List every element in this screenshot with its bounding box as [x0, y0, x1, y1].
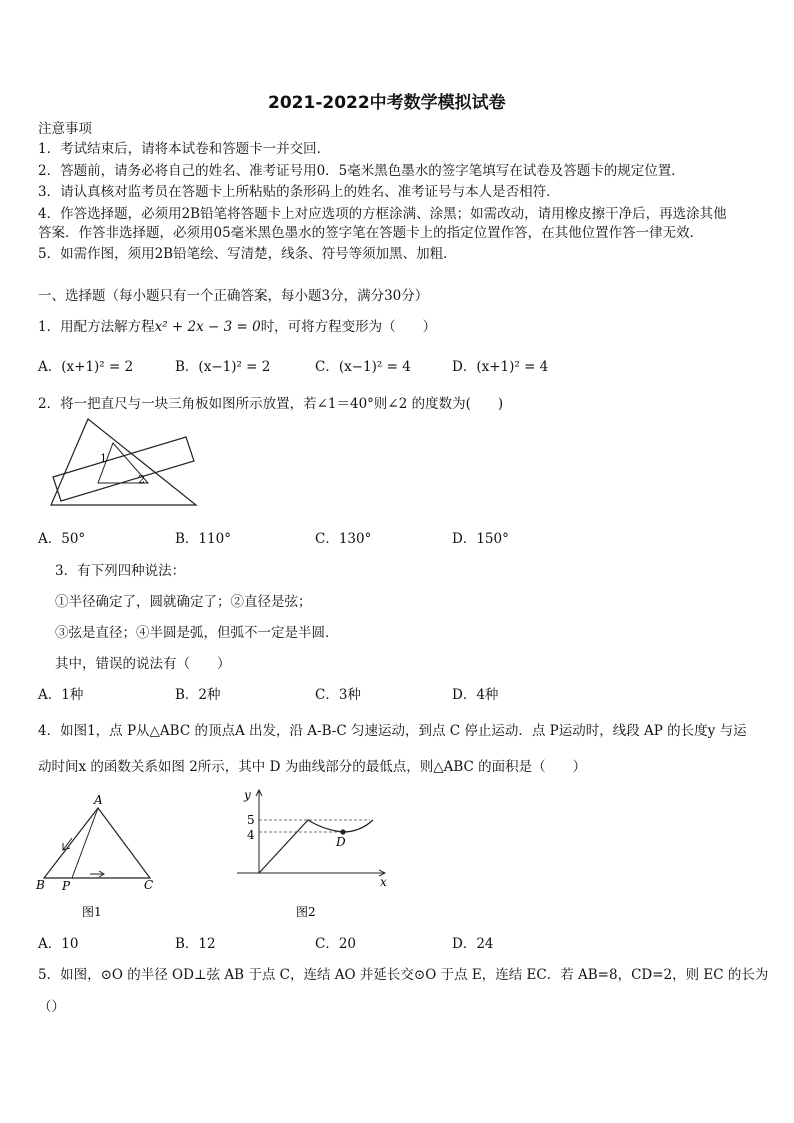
q4-figure-1-triangle: [32, 790, 172, 925]
q2-figure-ruler-triangle: [48, 415, 200, 510]
q3-line1: ①半径确定了，圆就确定了；②直径是弦；: [55, 594, 312, 610]
q3-option-b: B．2种: [175, 687, 221, 703]
notice-item: 4．作答选择题，必须用2B铅笔将答题卡上对应选项的方框涂满、涂黑；如需改动，请用橡皮擦干净后，再选涂其他: [38, 206, 727, 222]
option-letter: D．: [452, 359, 477, 375]
q4-option-d: D．24: [452, 936, 494, 952]
label-x: x: [380, 875, 387, 889]
label-b: B: [36, 878, 45, 892]
q1-option-b: [175, 358, 270, 376]
section-heading: 一、选择题（每小题只有一个正确答案，每小题3分，满分30分）: [38, 288, 429, 304]
q5-stem-line2: （）: [38, 999, 65, 1015]
notice-item: 5．如需作图，须用2B铅笔绘、写清楚，线条、符号等须加黑、加粗．: [38, 246, 457, 262]
option-letter: A．: [38, 359, 62, 375]
q4-stem-line1: 4．如图1，点 P从△ABC 的顶点A 出发，沿 A-B-C 匀速运动，到点 C 停止运动．点 P运动时，线段 AP 的长度y 与运: [38, 723, 747, 739]
q4-figure-2-graph: [232, 785, 392, 925]
notice-item: 1．考试结束后，请将本试卷和答题卡一并交回．: [38, 141, 331, 157]
q1-option-d: [452, 358, 548, 376]
angle-1-label: 1: [100, 452, 107, 465]
option-value: (x+1)² = 4: [476, 359, 549, 375]
q2-option-c: C．130°: [315, 531, 372, 547]
notice-item: 2．答题前，请务必将自己的姓名、准考证号用0．5毫米黑色墨水的签字笔填写在试卷及答题卡的规定位置．: [38, 163, 685, 179]
q4-option-c: C．20: [315, 936, 357, 952]
figure-1-caption: 图1: [82, 905, 102, 919]
tick-5: 5: [247, 813, 255, 827]
label-d: D: [336, 835, 346, 849]
q3-line2: ③弦是直径；④半圆是弧，但弧不一定是半圆．: [55, 625, 339, 641]
exam-title: 2021-2022中考数学模拟试卷: [268, 93, 506, 113]
segment-ap: [72, 808, 98, 878]
notice-item: 3．请认真核对监考员在答题卡上所粘贴的条形码上的姓名、准考证号与本人是否相符．: [38, 184, 560, 200]
q1-stem-a: 1．用配方法解方程: [38, 319, 155, 335]
q3-option-d: D．4种: [452, 687, 499, 703]
q5-stem-line1: 5．如图，⊙O 的半径 OD⊥弦 AB 于点 C，连结 AO 并延长交⊙O 于点 E，连结 EC．若 AB=8，CD=2，则 EC 的长为: [38, 967, 769, 983]
q2-stem: 2．将一把直尺与一块三角板如图所示放置，若∠1＝40°则∠2 的度数为( ): [38, 396, 504, 412]
q2-option-d: D．150°: [452, 531, 509, 547]
q3-stem: 3．有下列四种说法：: [55, 563, 186, 579]
option-letter: C．: [315, 359, 339, 375]
q3-option-c: C．3种: [315, 687, 361, 703]
q3-line3: 其中，错误的说法有（ ）: [55, 656, 231, 672]
option-value: (x+1)² = 2: [61, 359, 134, 375]
option-value: (x−1)² = 2: [198, 359, 271, 375]
option-letter: B．: [175, 359, 199, 375]
q4-option-a: A．10: [38, 936, 79, 952]
angle-2-label: 2: [138, 473, 145, 486]
point-d: [340, 829, 345, 834]
q4-stem-line2: 动时间x 的函数关系如图 2所示，其中 D 为曲线部分的最低点，则△ABC 的面积是（ ）: [38, 759, 587, 775]
triangle-outer: [51, 419, 196, 505]
label-a: A: [94, 793, 103, 807]
function-curve: [259, 820, 373, 873]
q4-option-b: B．12: [175, 936, 216, 952]
figure-2-caption: 图2: [296, 905, 316, 919]
q1-option-a: [38, 358, 133, 376]
label-c: C: [144, 878, 154, 892]
notice-item: 答案．作答非选择题，必须用05毫米黑色墨水的签字笔在答题卡上的指定位置作答，在其他位置作答一律无效．: [38, 225, 704, 241]
q2-option-b: B．110°: [175, 531, 231, 547]
q1-option-c: [315, 358, 411, 376]
q1-stem-b: 时，可将方程变形为（ ）: [260, 319, 437, 335]
triangle-abc: [44, 808, 150, 878]
label-p: P: [62, 879, 71, 893]
notice-heading: 注意事项: [38, 121, 92, 137]
q2-option-a: A．50°: [38, 531, 86, 547]
q1-stem: [38, 318, 436, 336]
option-value: (x−1)² = 4: [338, 359, 411, 375]
label-y: y: [244, 788, 251, 802]
tick-4: 4: [247, 828, 255, 842]
q1-equation: x² + 2x − 3 = 0: [154, 319, 261, 335]
q3-option-a: A．1种: [38, 687, 84, 703]
